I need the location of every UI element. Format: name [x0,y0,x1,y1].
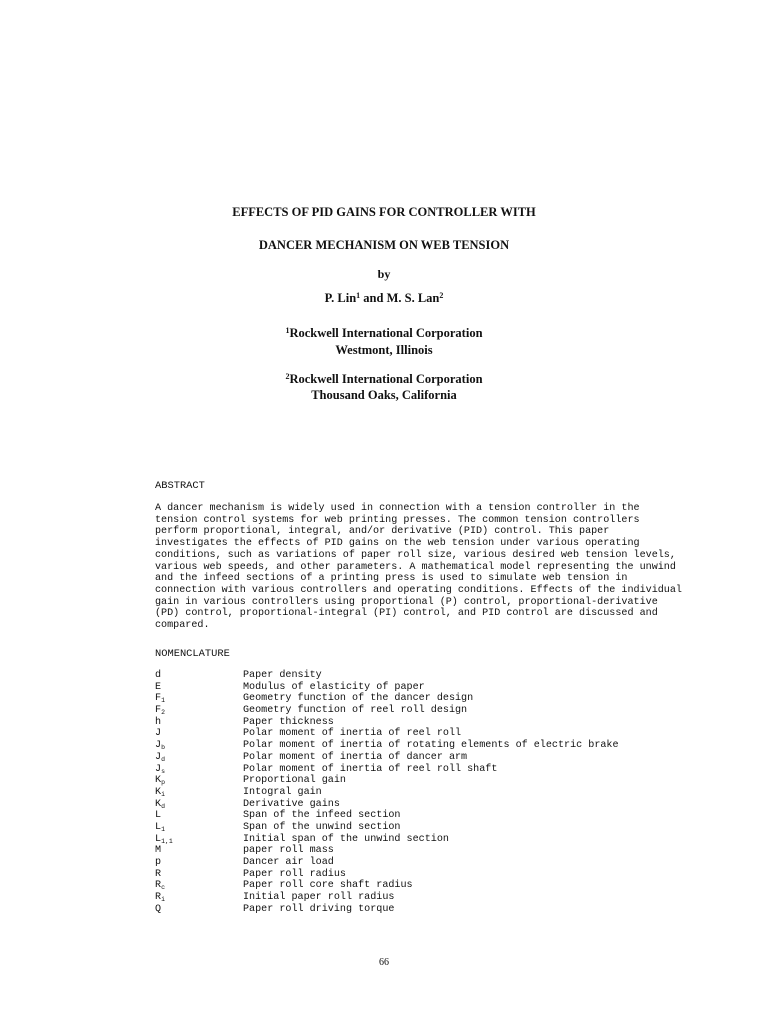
nomenclature-definition: Paper density [243,670,322,681]
nomenclature-symbol [155,717,215,729]
page-number: 66 [379,957,389,968]
nomenclature-symbol-base: F [155,693,162,705]
nomenclature-definition: Paper thickness [243,716,334,728]
nomenclature-symbol [155,869,215,881]
nomenclature-definition: Polar moment of inertia of reel roll [243,728,462,740]
nomenclature-definition: Paper roll driving torque [243,903,395,915]
nomenclature-symbol-subscript: 2 [161,709,165,717]
nomenclature-symbol-subscript: c [161,884,165,892]
nomenclature-symbol-base: F [155,705,162,717]
nomenclature-definition: Geometry function of reel roll design [243,705,468,717]
nomenclature-symbol-base: J [155,740,162,752]
nomenclature-symbol-subscript: d [161,802,165,810]
author-2-marker: 2 [439,291,444,300]
nomenclature-symbol [155,682,215,694]
nomenclature-symbol-base: M [155,845,162,857]
nomenclature-definition: Paper roll radius [243,868,346,880]
nomenclature-definition: Derivative gains [243,798,340,810]
abstract-line: connection with various controllers and operating conditions. Effects of the individual [155,584,682,596]
nomenclature-symbol-base: R [155,880,162,892]
nomenclature-definition: paper roll mass [243,845,334,857]
nomenclature-symbol-base: d [155,670,162,681]
nomenclature-symbol-base: J [155,751,162,763]
nomenclature-symbol-base: J [155,763,162,775]
nomenclature-symbol-base: J [155,728,162,740]
abstract-line: and the infeed sections of a printing press is used to simulate web tension in [155,573,628,585]
nomenclature-symbol [155,670,215,682]
affiliation-1-name: Rockwell International Corporation [289,326,483,340]
nomenclature-symbol [155,857,215,869]
affiliation-2-marker: 2 [285,372,290,381]
nomenclature-definition: Span of the infeed section [243,810,401,822]
nomenclature-definition: Geometry function of the dancer design [243,693,474,705]
title-by: by [377,267,391,281]
author-1-marker: 1 [356,291,361,300]
nomenclature-symbol-base: L [155,833,162,845]
title-line-1: EFFECTS OF PID GAINS FOR CONTROLLER WITH [232,205,536,219]
authors [0,291,768,306]
abstract-line: investigates the effects of PID gains on the web tension under various operating [155,538,640,550]
nomenclature-definition: Intogral gain [243,786,322,798]
nomenclature-symbol-base: K [155,798,162,810]
nomenclature-symbol-base: K [155,786,162,798]
nomenclature-definition: Paper roll core shaft radius [243,880,413,892]
nomenclature-symbol [155,810,215,822]
author-1: P. Lin [324,291,357,305]
nomenclature-symbol [155,845,215,857]
abstract-line: A dancer mechanism is widely used in connection with a tension controller in the [155,503,640,514]
abstract-line: tension control systems for web printing presses. The common tension controllers [155,514,640,526]
affiliation-2-org [0,372,768,387]
nomenclature-symbol-subscript: i [161,896,165,904]
nomenclature-symbol-base: L [155,821,162,833]
abstract-heading: ABSTRACT [155,480,205,492]
nomenclature-definition: Span of the unwind section [243,821,401,833]
nomenclature-symbol-base: R [155,892,162,904]
nomenclature-definition: Polar moment of inertia of reel roll shaft [243,763,498,775]
nomenclature-symbol-subscript: b [161,744,165,752]
nomenclature-symbol-base: h [155,716,162,728]
nomenclature-definition: Polar moment of inertia of rotating elements of electric brake [243,740,619,752]
nomenclature-symbol-subscript: d [161,755,165,763]
abstract-line: various web speeds, and other parameters. A mathematical model representing the unwind [155,561,676,573]
affiliation-1-marker: 1 [285,326,290,335]
nomenclature-definition: Initial paper roll radius [243,892,395,904]
nomenclature-definition: Polar moment of inertia of dancer arm [243,751,468,763]
nomenclature-symbol-subscript: p [161,779,165,787]
abstract-line: (PD) control, proportional-integral (PI) control, and PID control are discussed and [155,608,658,620]
nomenclature-symbol-subscript: 1 [161,697,165,705]
author-2: M. S. Lan [386,291,440,305]
abstract-body [155,503,682,632]
nomenclature-definition: Initial span of the unwind section [243,833,449,845]
nomenclature-symbol-base: R [155,868,162,880]
abstract-line: conditions, such as variations of paper roll size, various desired web tension levels, [155,549,676,561]
nomenclature-symbol [155,904,215,916]
nomenclature-symbol-subscript: s [161,767,165,775]
nomenclature-symbol-subscript: 1,1 [161,837,173,845]
abstract-line: perform proportional, integral, and/or derivative (PID) control. This paper [155,526,610,538]
nomenclature-definition: Proportional gain [243,775,346,787]
authors-and: and [360,291,387,305]
abstract-line: gain in various controllers using proportional (P) control, proportional-derivative [155,596,658,608]
affiliation-2-place: Thousand Oaks, California [311,388,457,402]
affiliation-1-org [0,326,768,341]
nomenclature-symbol-base: p [155,857,162,868]
nomenclature-heading: NOMENCLATURE [155,648,230,660]
title-line-2: DANCER MECHANISM ON WEB TENSION [258,238,510,252]
nomenclature-definition: Dancer air load [243,857,334,868]
nomenclature-symbol-subscript: i [161,790,165,798]
nomenclature-symbol-base: K [155,775,162,787]
nomenclature-symbol [155,728,215,740]
affiliation-2-name: Rockwell International Corporation [289,372,483,386]
nomenclature-symbol-subscript: 1 [161,825,165,833]
nomenclature-symbol-base: L [155,810,162,822]
nomenclature-symbol-base: Q [155,903,162,915]
nomenclature-definition: Modulus of elasticity of paper [243,681,425,693]
affiliation-1-place: Westmont, Illinois [335,343,433,357]
nomenclature-symbol-base: E [155,681,162,693]
abstract-line: compared. [155,620,210,632]
